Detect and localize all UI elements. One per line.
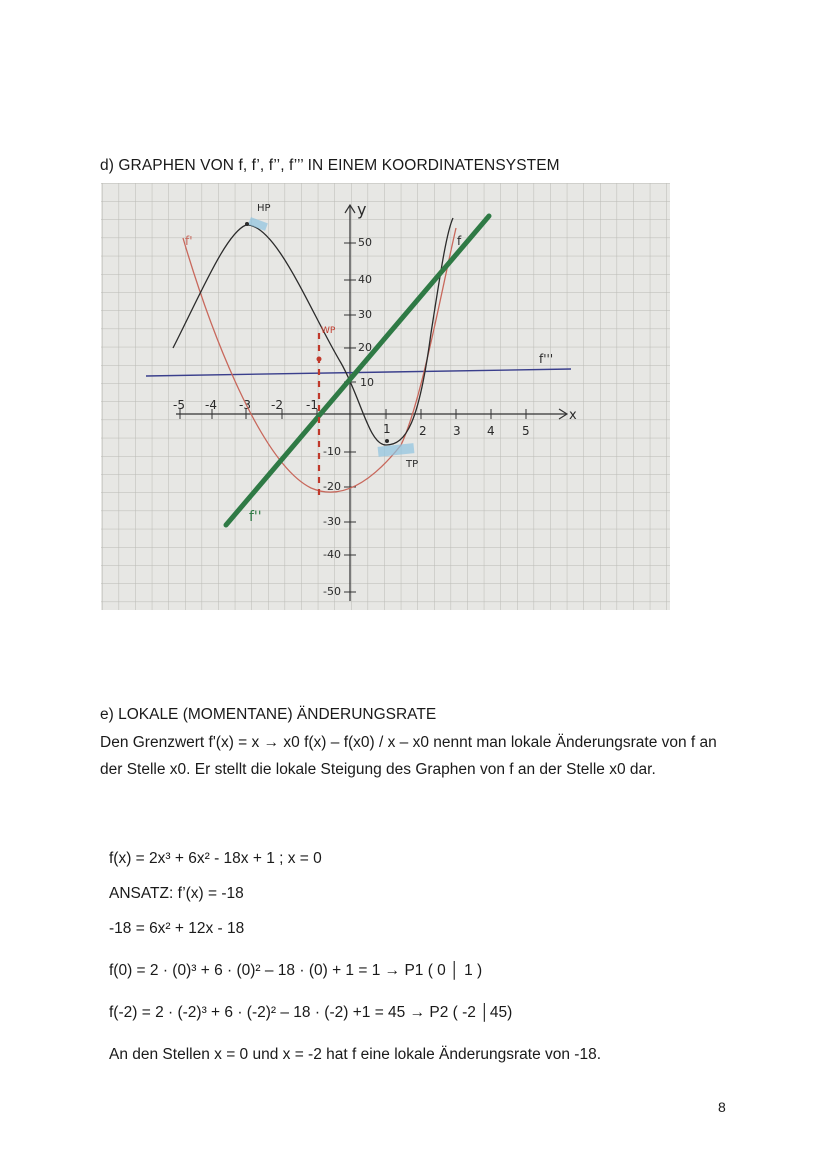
calc-line-conclusion: An den Stellen x = 0 und x = -2 hat f eine lokale Änderungsrate von -18. <box>109 1046 602 1063</box>
calc-line-equation: -18 = 6x² + 12x - 18 <box>109 920 245 937</box>
y-tick-label: -50 <box>323 585 341 598</box>
x-tick-label: 3 <box>453 424 461 438</box>
y-tick-label: -40 <box>323 548 341 561</box>
y-tick-label: 30 <box>358 308 372 321</box>
hp-label: HP <box>257 203 271 214</box>
tp-label: TP <box>406 459 419 470</box>
y-tick-label: 20 <box>358 341 372 354</box>
calc-line-point-1: f(0) = 2 · (0)³ + 6 · (0)² – 18 · (0) + 1 = 1 → P1 ( 0 │ 1 ) <box>109 962 483 979</box>
wp-label: WP <box>321 326 336 336</box>
y-tick-label: 40 <box>358 273 372 286</box>
calc-line-function: f(x) = 2x³ + 6x² - 18x + 1 ; x = 0 <box>109 850 322 867</box>
section-e <box>100 701 740 784</box>
x-tick-label: 5 <box>522 424 530 438</box>
f1-curve-label: f' <box>185 234 193 248</box>
section-d-heading: d) GRAPHEN VON f, f’, f’’, f’’’ IN EINEM KOORDINATENSYSTEM <box>100 157 560 174</box>
x-tick-label: 4 <box>487 424 495 438</box>
y-axis-label: y <box>357 200 367 219</box>
calc-line-ansatz: ANSATZ: f’(x) = -18 <box>109 885 244 902</box>
section-e-heading: e) LOKALE (MOMENTANE) ÄNDERUNGSRATE <box>100 706 437 723</box>
f3-curve-label: f''' <box>539 352 554 366</box>
wp-point <box>317 357 322 362</box>
x-tick-label: -3 <box>239 398 251 412</box>
page-number: 8 <box>718 1099 726 1115</box>
section-e-paragraph: Den Grenzwert f'(x) = x → x0 f(x) – f(x0) / x – x0 nennt man lokale Änderungsrate von f an der Stelle x0. Er stellt die lokale Steigung des Graphen von f an der Stelle x0 dar. <box>100 733 717 778</box>
x-tick-label: -2 <box>271 398 283 412</box>
hp-point <box>245 222 249 226</box>
graph-photo <box>101 183 670 610</box>
x-tick-label: 2 <box>419 424 427 438</box>
y-tick-label: 50 <box>358 236 372 249</box>
x-axis-label: x <box>569 408 577 423</box>
y-tick-label: -10 <box>323 445 341 458</box>
x-tick-label: -4 <box>205 398 217 412</box>
calc-line-point-2: f(-2) = 2 · (-2)³ + 6 · (-2)² – 18 · (-2) +1 = 45 → P2 ( -2 │45) <box>109 1004 513 1021</box>
y-tick-label: -30 <box>323 515 341 528</box>
x-tick-label: -1 <box>306 398 318 412</box>
f2-curve-label: f'' <box>249 509 262 525</box>
f-curve-label: f <box>457 234 462 248</box>
tp-point <box>385 439 389 443</box>
y-tick-label: -20 <box>323 480 341 493</box>
x-tick-label: -5 <box>173 398 185 412</box>
y-tick-label: 10 <box>360 376 374 389</box>
x-tick-label: 1 <box>383 422 391 436</box>
